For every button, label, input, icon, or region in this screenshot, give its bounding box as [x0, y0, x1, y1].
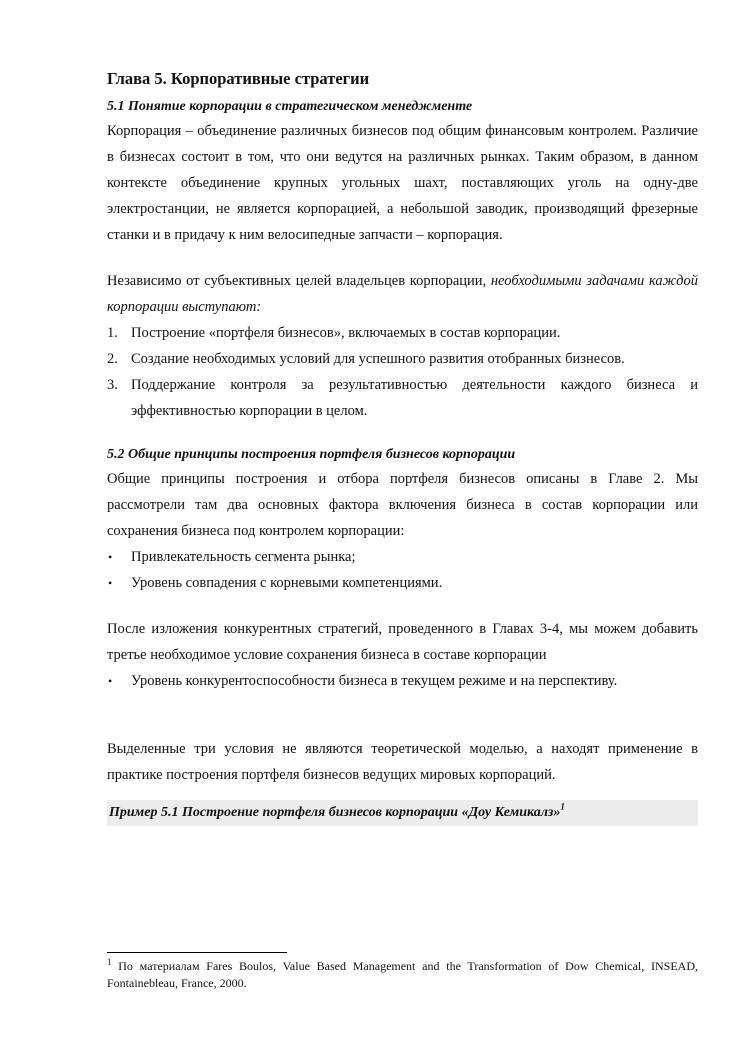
- list-item-text: Уровень конкурентоспособности бизнеса в текущем режиме и на перспективу.: [131, 673, 618, 689]
- footnote-text: По материалам Fares Boulos, Value Based Management and the Transformation of Dow Chemical, INSEAD, Fontainebleau, France, 2000.: [107, 959, 698, 990]
- list-item-text: Построение «портфеля бизнесов», включаемых в состав корпорации.: [131, 325, 561, 341]
- list-number: 3.: [107, 377, 118, 393]
- list-item-text: Уровень совпадения с корневыми компетенциями.: [131, 575, 443, 591]
- list-item: [107, 320, 698, 346]
- section-title-5-1: 5.1 Понятие корпорации в стратегическом менеджменте: [107, 99, 473, 114]
- conclusion-paragraph: Выделенные три условия не являются теоретической моделью, а находят применение в практике построения портфеля бизнесов ведущих мировых корпораций.: [107, 741, 698, 783]
- footnote: [107, 958, 698, 992]
- corporation-definition-paragraph: Корпорация – объединение различных бизнесов под общим финансовым контролем. Различие в бизнесах состоит в том, что они ведутся на различных рынках. Таким образом, в данном контексте объединение крупных угольных шахт, поставляющих уголь на одну-две электростанции, не является корпорацией, а небольшой заводик, производящий фрезерные станки и в придачу к ним велосипедные запчасти – корпорация.: [107, 123, 698, 243]
- list-item-text: Создание необходимых условий для успешного развития отобранных бизнесов.: [131, 351, 625, 367]
- list-item: [107, 570, 698, 596]
- list-item: [107, 346, 698, 372]
- section-title-5-2: 5.2 Общие принципы построения портфеля бизнесов корпорации: [107, 447, 516, 462]
- list-item-text: Привлекательность сегмента рынка;: [131, 549, 356, 565]
- spacer: [107, 424, 698, 444]
- footnote-divider: [107, 952, 287, 953]
- tasks-intro-paragraph: [107, 268, 698, 320]
- third-condition-paragraph: После изложения конкурентных стратегий, проведенного в Главах 3-4, мы можем добавить третье необходимое условие сохранения бизнеса в составе корпорации: [107, 621, 698, 663]
- tasks-list: [107, 320, 698, 424]
- factors-list: [107, 544, 698, 596]
- spacer: [107, 694, 698, 736]
- bullet-icon: •: [108, 550, 113, 564]
- footnote-reference[interactable]: 1: [560, 801, 565, 812]
- list-item: [107, 372, 698, 424]
- footnote-mark: 1: [107, 957, 112, 967]
- tasks-intro-text: Независимо от субъективных целей владельцев корпорации,: [107, 273, 491, 289]
- example-title: Пример 5.1 Построение портфеля бизнесов корпорации «Доу Кемикалз»: [109, 805, 561, 820]
- document-page: [107, 68, 698, 826]
- list-item: [107, 544, 698, 570]
- chapter-title: Глава 5. Корпоративные стратегии: [107, 69, 370, 88]
- spacer: [107, 248, 698, 268]
- list-number: 2.: [107, 351, 118, 367]
- list-item: [107, 668, 698, 694]
- bullet-icon: •: [108, 674, 113, 688]
- example-heading-box: [107, 800, 698, 826]
- list-item-text: Поддержание контроля за результативностью деятельности каждого бизнеса и эффективностью корпорации в целом.: [131, 377, 698, 419]
- tasks-intro-emphasis: необходимыми задачами каждой корпорации выступают:: [107, 273, 698, 315]
- principles-paragraph: Общие принципы построения и отбора портфеля бизнесов описаны в Главе 2. Мы рассмотрели там два основных фактора включения бизнеса в состав корпорации или сохранения бизнеса под контролем корпорации:: [107, 471, 698, 539]
- bullet-icon: •: [108, 576, 113, 590]
- spacer: [107, 596, 698, 616]
- third-factor-list: [107, 668, 698, 694]
- list-number: 1.: [107, 325, 118, 341]
